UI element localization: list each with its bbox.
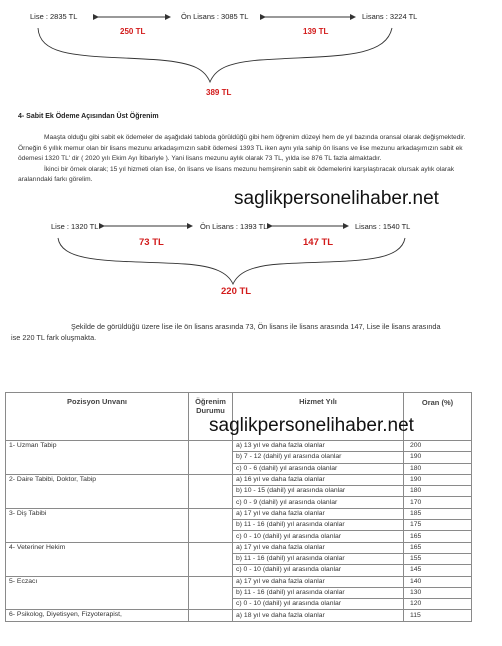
rate-cell: 120 [404, 599, 472, 610]
diagram2-curly-brace [58, 238, 405, 284]
service-years-cell: b) 11 - 16 (dahil) yıl arasında olanlar [233, 520, 404, 531]
paragraph-1: Maaşta olduğu gibi sabit ek ödemeler de aşağıdaki tabloda görüldüğü gibi hem öğrenim düzeyi hem de yıl bazında oransal olarak değişmektedir. Örneğin 6 yıllık memur olan bir lisans mezunu arkadaşımızın sabit ödemesi 1393 TL iken aynı yıla sahip ön lisans ve lise mezunu arkadaşımızın sabit ek ödemesi 1320 TL' dir ( 2020 yılı Ekim Ayı İtibariyle ). Yani lisans mezunu aylık olarak 73 TL, yılda ise 876 TL fazla almaktadır. [18, 134, 466, 163]
diagram1-total: 389 TL [206, 88, 232, 97]
service-years-cell: b) 7 - 12 (dahil) yıl arasında olanlar [233, 452, 404, 463]
diagram1-diff2: 139 TL [303, 27, 329, 36]
rate-cell: 180 [404, 463, 472, 474]
service-years-cell: a) 13 yıl ve daha fazla olanlar [233, 441, 404, 452]
service-years-cell: c) 0 - 9 (dahil) yıl arasında olanlar [233, 497, 404, 508]
header-service-years: Hizmet Yılı [233, 393, 404, 441]
watermark: saglikpersonelihaber.net [234, 188, 439, 209]
diagram2-lise-label: Lise : 1320 TL [51, 222, 99, 231]
education-cell [189, 610, 233, 621]
diagram2-diff2: 147 TL [303, 237, 334, 248]
diagram2-brace [0, 210, 502, 290]
service-years-cell: a) 17 yıl ve daha fazla olanlar [233, 576, 404, 587]
diagram1-brace [0, 0, 502, 95]
paragraph-2: İkinci bir örnek olarak; 15 yıl hizmeti olan lise, ön lisans ve lisans mezunu hemşirenin sabit ek ödemelerini karşılaştıracak olursak aylık olarak aralarındaki farkı görelim. [18, 165, 455, 184]
service-years-cell: b) 11 - 16 (dahil) yıl arasında olanlar [233, 553, 404, 564]
table-row [6, 610, 472, 621]
rate-cell: 155 [404, 553, 472, 564]
table-row [6, 508, 472, 519]
education-cell [189, 474, 233, 508]
rate-cell: 165 [404, 531, 472, 542]
position-title: 3- Diş Tabibi [6, 508, 189, 542]
rate-cell: 185 [404, 508, 472, 519]
diagram2-total: 220 TL [221, 286, 252, 297]
header-position: Pozisyon Unvanı [6, 393, 189, 441]
service-years-cell: a) 17 yıl ve daha fazla olanlar [233, 508, 404, 519]
header-rate: Oran (%) [404, 393, 472, 441]
rate-cell: 140 [404, 576, 472, 587]
service-years-cell: c) 0 - 10 (dahil) yıl arasında olanlar [233, 599, 404, 610]
service-years-cell: b) 10 - 15 (dahil) yıl arasında olanlar [233, 486, 404, 497]
service-years-cell: c) 0 - 10 (dahil) yıl arasında olanlar [233, 565, 404, 576]
rate-cell: 170 [404, 497, 472, 508]
table-row [6, 441, 472, 452]
diagram2-onlisans-label: Ön Lisans : 1393 TL [200, 222, 268, 231]
rate-cell: 190 [404, 474, 472, 485]
position-title: 1- Uzman Tabip [6, 441, 189, 475]
position-title: 5- Eczacı [6, 576, 189, 610]
education-cell [189, 576, 233, 610]
diagram1-lise-label: Lise : 2835 TL [30, 12, 78, 21]
section-body [18, 133, 470, 186]
table-row [6, 576, 472, 587]
service-years-cell: a) 18 yıl ve daha fazla olanlar [233, 610, 404, 621]
rate-cell: 165 [404, 542, 472, 553]
position-title: 4- Veteriner Hekim [6, 542, 189, 576]
diagram2-lisans-label: Lisans : 1540 TL [355, 222, 411, 231]
education-cell [189, 542, 233, 576]
position-title: 2- Daire Tabibi, Doktor, Tabip [6, 474, 189, 508]
rate-cell: 145 [404, 565, 472, 576]
diagram1-lisans-label: Lisans : 3224 TL [362, 12, 418, 21]
service-years-cell: a) 16 yıl ve daha fazla olanlar [233, 474, 404, 485]
table-row [6, 542, 472, 553]
education-cell [189, 508, 233, 542]
rate-cell: 190 [404, 452, 472, 463]
service-years-cell: c) 0 - 10 (dahil) yıl arasında olanlar [233, 531, 404, 542]
rate-cell: 200 [404, 441, 472, 452]
table-row [6, 474, 472, 485]
diagram1-diff1: 250 TL [120, 27, 146, 36]
summary-line-2: ise 220 TL fark oluşmakta. [11, 333, 97, 342]
education-cell [189, 441, 233, 475]
service-years-cell: b) 11 - 16 (dahil) yıl arasında olanlar [233, 587, 404, 598]
summary [11, 321, 496, 343]
diagram1-onlisans-label: Ön Lisans : 3085 TL [181, 12, 249, 21]
rate-cell: 115 [404, 610, 472, 621]
watermark-table: saglikpersonelihaber.net [209, 415, 414, 436]
position-title: 6- Psikolog, Diyetisyen, Fizyoterapist, [6, 610, 189, 621]
summary-line-1: Şekilde de görüldüğü üzere lise ile ön lisans arasında 73, Ön lisans ile lisans arasında 147, Lise ile lisans arasında [71, 322, 441, 331]
rate-cell: 175 [404, 520, 472, 531]
diagram2-diff1: 73 TL [139, 237, 164, 248]
diagram1-curly-brace [38, 28, 392, 82]
rate-cell: 130 [404, 587, 472, 598]
rate-cell: 180 [404, 486, 472, 497]
header-education: Öğrenim Durumu [189, 393, 233, 441]
service-years-cell: a) 17 yıl ve daha fazla olanlar [233, 542, 404, 553]
service-years-cell: c) 0 - 6 (dahil) yıl arasında olanlar [233, 463, 404, 474]
section-heading: 4- Sabit Ek Ödeme Açısından Üst Öğrenim [18, 113, 159, 120]
